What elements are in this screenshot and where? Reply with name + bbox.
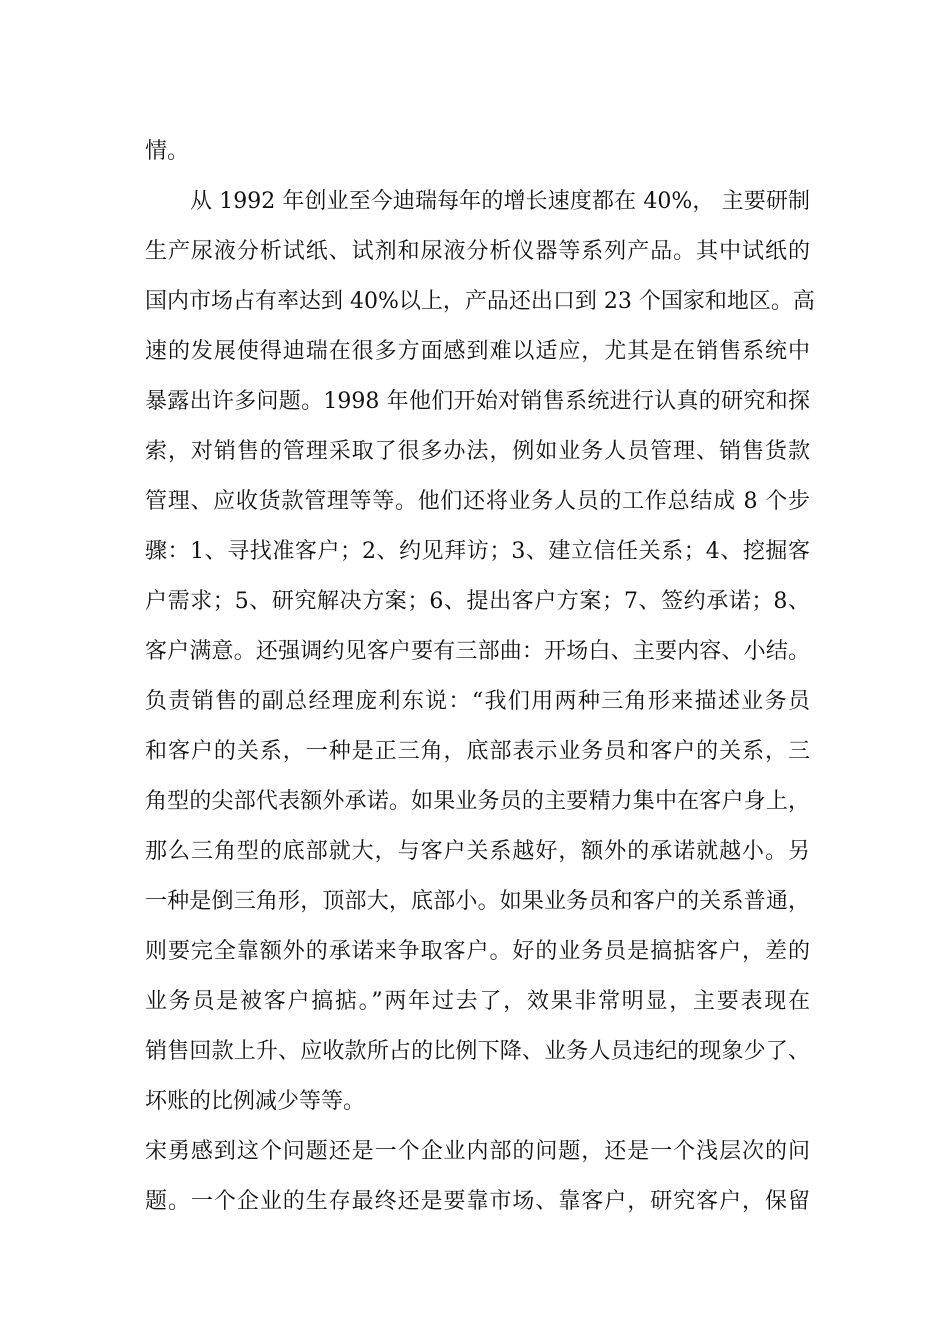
text-line: 销售回款上升、应收款所占的比例下降、业务人员违纪的现象少了、: [145, 1039, 810, 1064]
text-line: 宋勇感到这个问题还是一个企业内部的问题，还是一个浅层次的问: [145, 1139, 810, 1164]
text-line: 户需求；5、研究解决方案；6、提出客户方案；7、签约承诺；8、: [145, 589, 810, 614]
text-line: 速的发展使得迪瑞在很多方面感到难以适应，尤其是在销售系统中: [145, 339, 810, 364]
text-line: 题。一个企业的生存最终还是要靠市场、靠客户，研究客户，保留: [145, 1189, 810, 1214]
text-line: 骤：1、寻找准客户；2、约见拜访；3、建立信任关系；4、挖掘客: [145, 539, 810, 564]
text-line: 情。: [145, 139, 190, 164]
text-line: 业务员是被客户搞掂。”两年过去了，效果非常明显，主要表现在: [145, 989, 810, 1014]
text-line: 坏账的比例减少等等。: [145, 1089, 366, 1114]
text-line: 则要完全靠额外的承诺来争取客户。好的业务员是搞掂客户，差的: [145, 939, 810, 964]
text-line: 国内市场占有率达到 40%以上，产品还出口到 23 个国家和地区。高: [145, 289, 815, 314]
text-line: 生产尿液分析试纸、试剂和尿液分析仪器等系列产品。其中试纸的: [145, 239, 810, 264]
text-line: 那么三角型的底部就大，与客户关系越好，额外的承诺就越小。另: [145, 839, 810, 864]
text-line: 索，对销售的管理采取了很多办法，例如业务人员管理、销售货款: [145, 439, 810, 464]
text-line: 客户满意。还强调约见客户要有三部曲：开场白、主要内容、小结。: [145, 639, 810, 664]
text-line: 角型的尖部代表额外承诺。如果业务员的主要精力集中在客户身上，: [145, 789, 810, 814]
text-line: 从 1992 年创业至今迪瑞每年的增长速度都在 40%， 主要研制: [190, 189, 810, 214]
text-line: 和客户的关系，一种是正三角，底部表示业务员和客户的关系，三: [145, 739, 810, 764]
text-line: 暴露出许多问题。1998 年他们开始对销售系统进行认真的研究和探: [145, 389, 810, 414]
text-line: 一种是倒三角形，顶部大，底部小。如果业务员和客户的关系普通，: [145, 889, 810, 914]
text-line: 负责销售的副总经理庞利东说：“我们用两种三角形来描述业务员: [145, 689, 810, 714]
text-line: 管理、应收货款管理等等。他们还将业务人员的工作总结成 8 个步: [145, 489, 810, 514]
